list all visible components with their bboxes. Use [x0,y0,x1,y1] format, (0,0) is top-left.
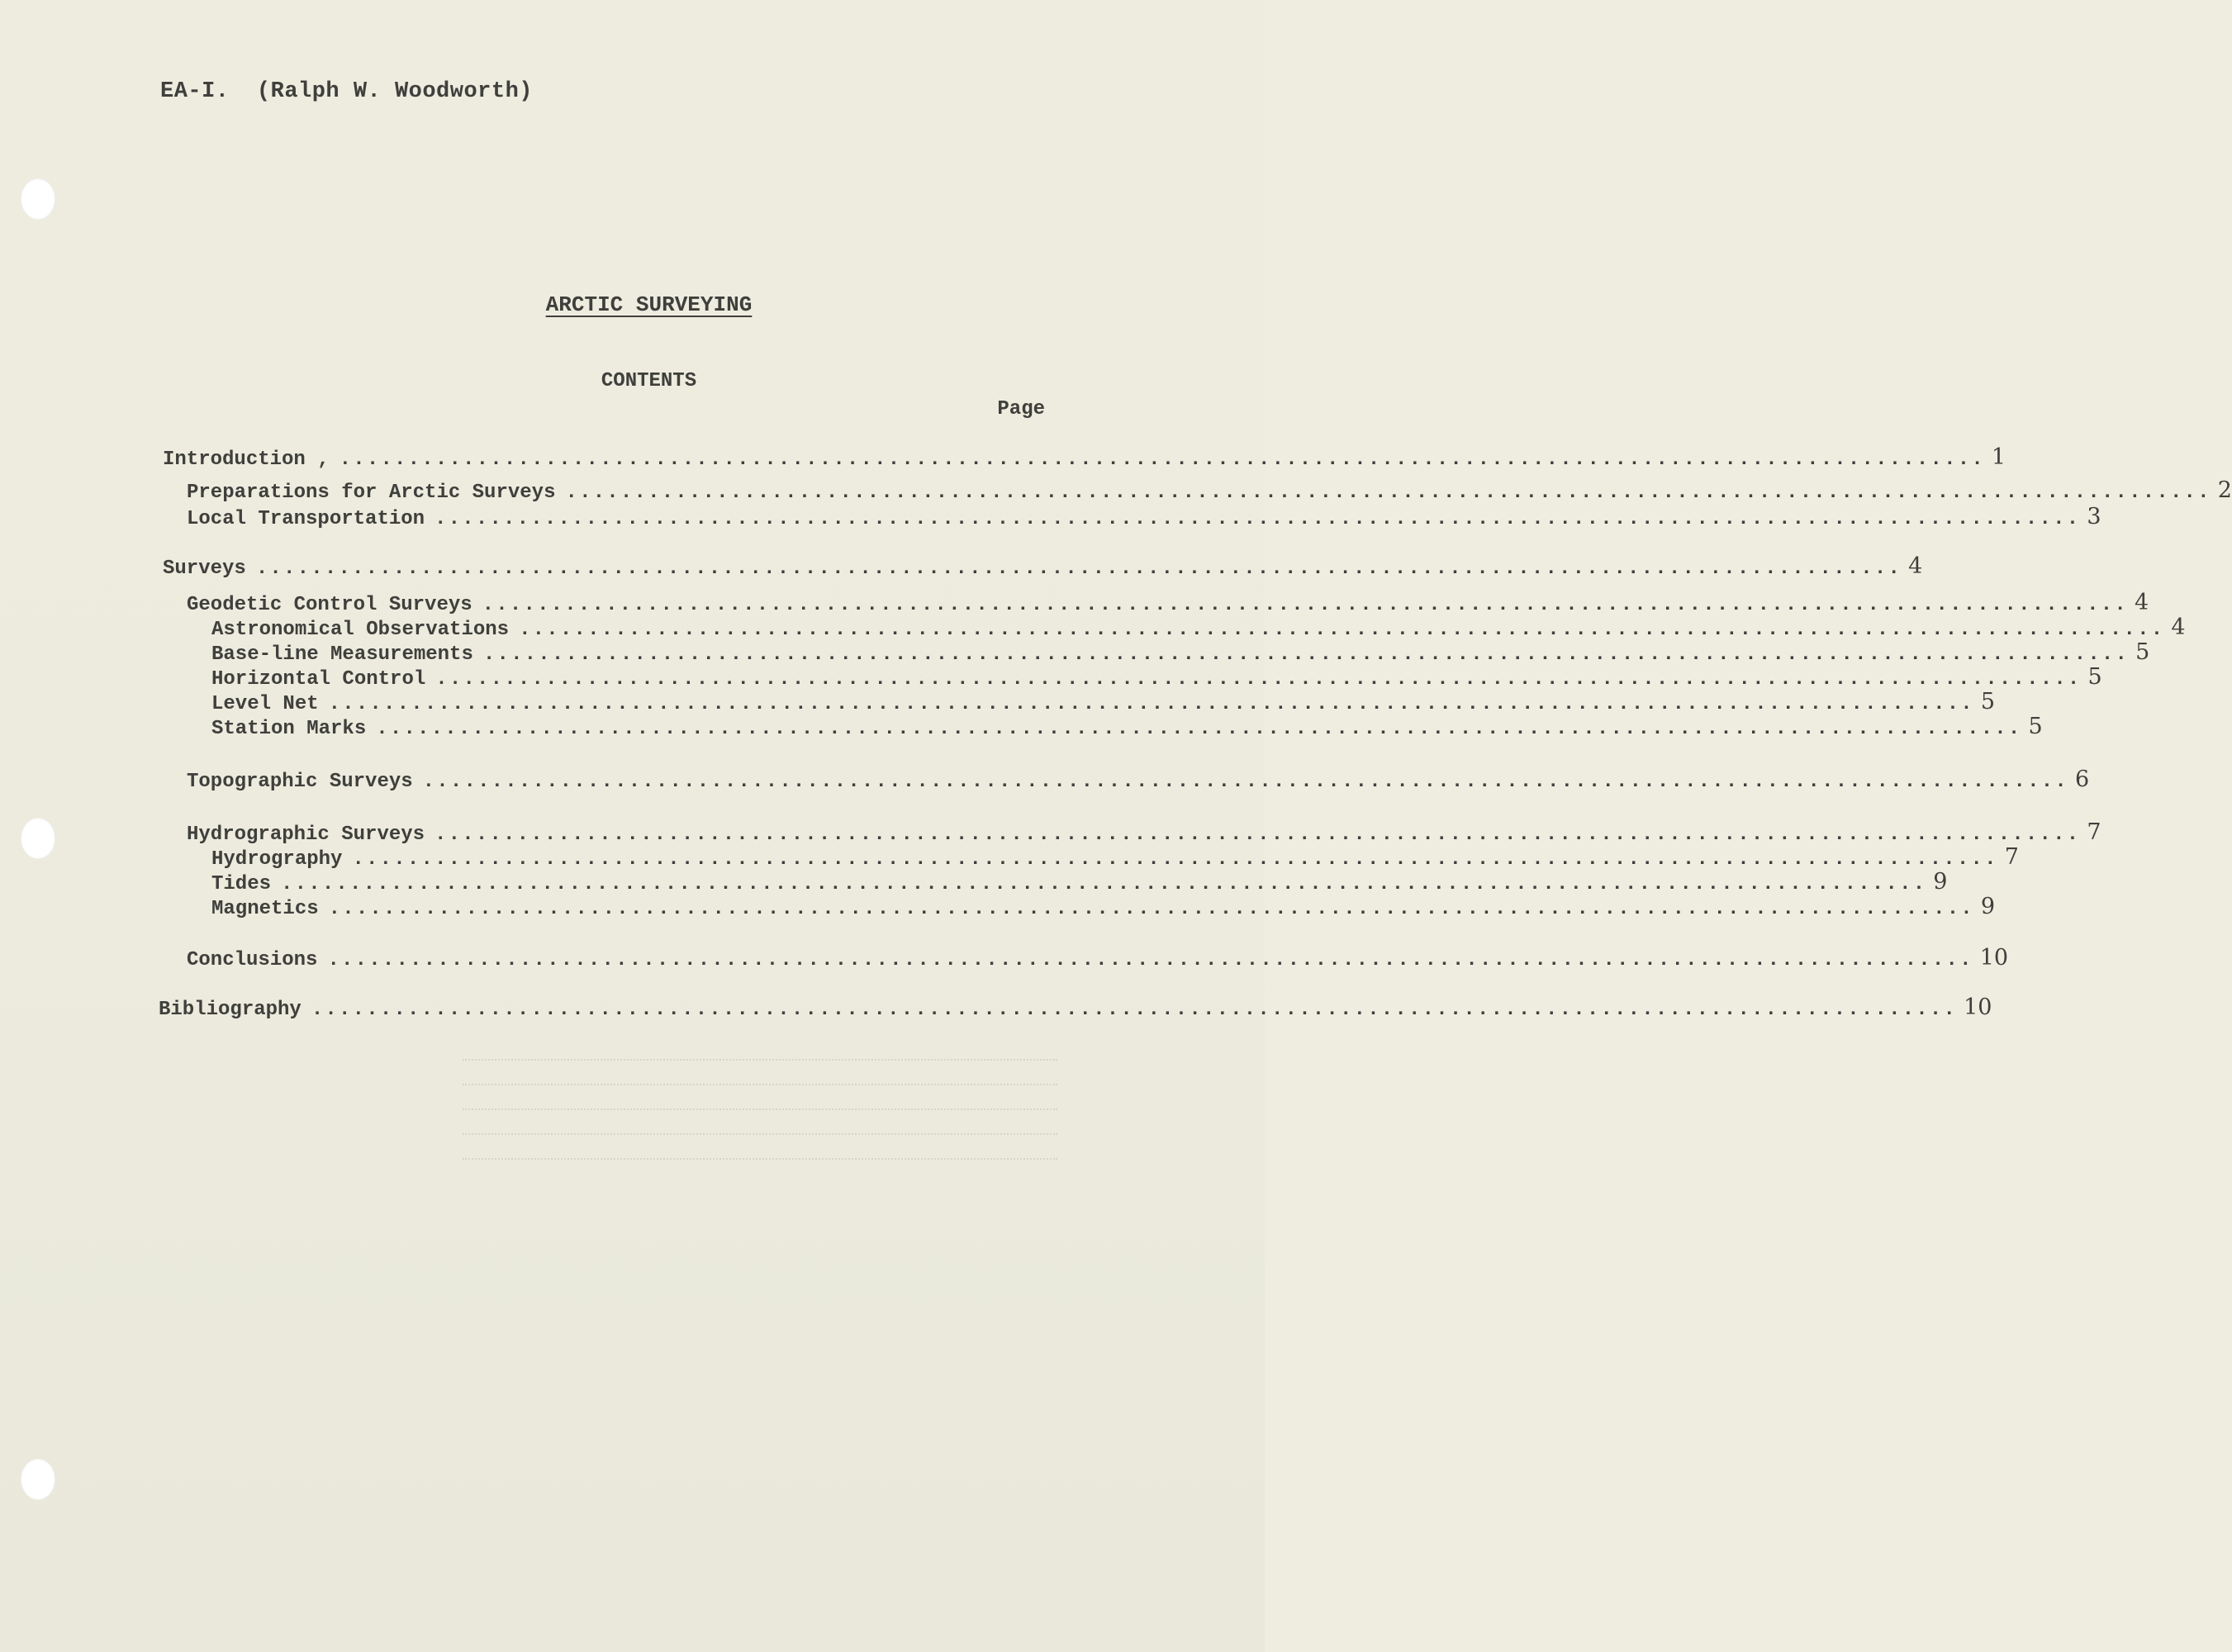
contents-heading: CONTENTS [601,370,697,392]
dot-leader: ........................................................................................................................ [327,949,1973,971]
faint-dot-line [463,1133,1057,1135]
toc-entry-title: Local Transportation [187,508,425,530]
dot-leader: ........................................................................................................................ [311,999,1958,1021]
toc-entry-title: Conclusions [187,949,318,971]
toc-entry-title: Hydrographic Surveys [187,824,425,846]
toc-entry-surveys [163,553,1923,580]
toc-entry-magnetics [211,894,1996,920]
toc-entry-page: 4 [2171,615,2186,640]
toc-entry-title: Geodetic Control Surveys [187,594,473,616]
toc-entry-title: Bibliography [159,999,302,1021]
contents-heading-wrap [0,370,1265,392]
toc-entry-page: 1 [1991,444,2006,470]
toc-entry-page: 10 [1979,945,2009,971]
toc-entry-title: Topographic Surveys [187,771,413,793]
toc-entry-preparations [187,477,2232,504]
toc-entry-title: Base-line Measurements [211,643,473,666]
dot-leader: ........................................................................................................................ [328,693,1974,715]
toc-entry-page: 6 [2074,767,2090,792]
dot-leader: ........................................................................................................................ [435,508,2081,530]
toc-entry-level-net [211,689,1996,715]
toc-entry-conclusions [187,945,2009,971]
toc-entry-title: Astronomical Observations [211,619,510,641]
dot-leader: ........................................................................................................................ [376,718,2022,740]
punch-hole [21,818,55,859]
toc-entry-title: Magnetics [211,898,319,920]
punch-hole [21,178,55,220]
document-title: ARCTIC SURVEYING [545,292,753,317]
toc-entry-page: 2 [2217,477,2232,503]
dot-leader: ........................................................................................................................ [435,824,2081,846]
toc-entry-page: 5 [1980,689,1996,714]
dot-leader: ........................................................................................................................ [422,771,2068,793]
faint-dot-line [463,1084,1057,1085]
faint-dot-line [463,1108,1057,1110]
faint-dot-line [463,1158,1057,1160]
toc-entry-topographic [187,767,2090,793]
toc-entry-base-line [211,639,2150,666]
toc-entry-title: Hydrography [211,848,343,871]
dot-leader: ........................................................................................................................ [482,594,2128,616]
toc-entry-astronomical [211,615,2186,641]
punch-hole [21,1459,55,1500]
toc-entry-hydrography [211,844,2019,871]
toc-entry-title: Introduction , [163,449,330,471]
toc-entry-title: Level Net [211,693,319,715]
toc-entry-page: 7 [2004,844,2019,870]
dot-leader: ........................................................................................................................ [339,449,1985,471]
toc-entry-page: 3 [2087,504,2101,529]
toc-entry-title: Horizontal Control [211,668,426,691]
toc-entry-title: Preparations for Arctic Surveys [187,482,556,504]
dot-leader: ........................................................................................................................ [519,619,2165,641]
toc-entry-page: 9 [1980,894,1996,919]
document-header: EA-I. (Ralph W. Woodworth) [160,79,533,104]
toc-entry-page: 5 [2028,714,2043,739]
dot-leader: ........................................................................................................................ [328,898,1974,920]
toc-entry-page: 4 [2134,590,2149,615]
toc-entry-page: 9 [1933,869,1948,895]
toc-entry-introduction [163,444,2006,471]
toc-entry-page: 10 [1964,995,1992,1020]
toc-entry-geodetic-control [187,590,2149,616]
toc-entry-page: 4 [1908,553,1923,579]
dot-leader: ........................................................................................................................ [281,873,1927,895]
toc-entry-title: Tides [211,873,272,895]
toc-entry-local-transportation [187,504,2101,530]
toc-entry-horizontal-control [211,664,2102,691]
toc-entry-bibliography [159,995,1992,1021]
dot-leader: ........................................................................................................................ [435,668,2082,691]
dot-leader: ........................................................................................................................ [482,643,2130,666]
toc-entry-page: 7 [2087,819,2101,845]
dot-leader: ........................................................................................................................ [255,558,1902,580]
toc-entry-station-marks [211,714,2043,740]
toc-entry-tides [211,869,1948,895]
faint-dot-line [463,1059,1057,1061]
toc-entry-title: Station Marks [211,718,367,740]
dot-leader: ........................................................................................................................ [352,848,1998,871]
toc-entry-page: 5 [2135,639,2150,665]
toc-entry-hydrographic [187,819,2101,846]
document-title-wrap [0,292,1265,317]
toc-entry-title: Surveys [163,558,246,580]
page-column-label: Page [997,398,1045,420]
dot-leader: ........................................................................................................................ [565,482,2211,504]
toc-entry-page: 5 [2087,664,2102,690]
